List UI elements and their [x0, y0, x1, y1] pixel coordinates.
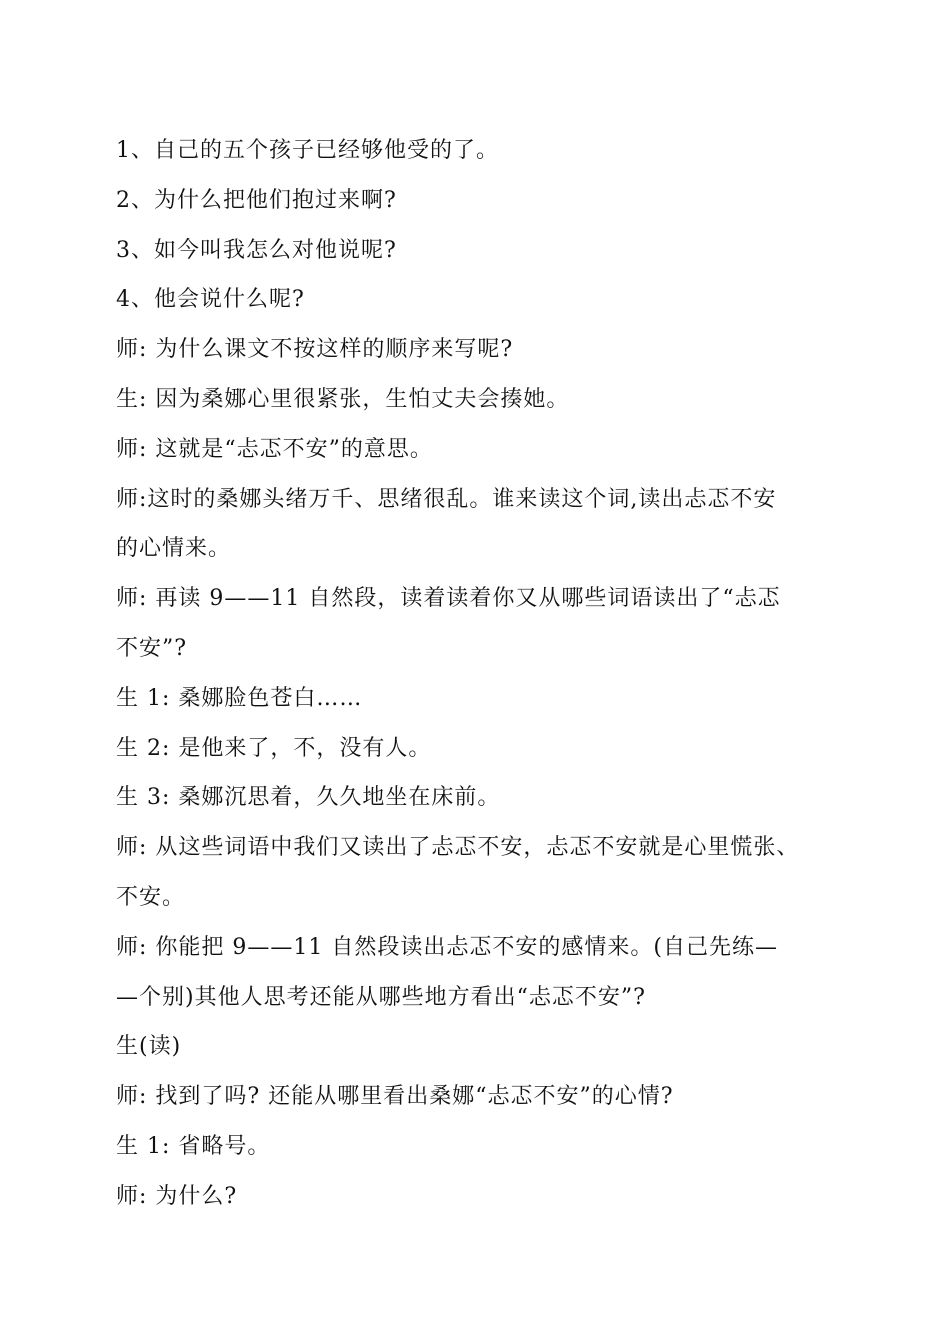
- text-line: 1、自己的五个孩子已经够他受的了。: [116, 138, 499, 163]
- text-line: 师: 找到了吗? 还能从哪里看出桑娜“忐忑不安”的心情?: [116, 1084, 674, 1110]
- document-body: [116, 126, 846, 1222]
- text-line: 师:这时的桑娜头绪万千、思绪很乱。谁来读这个词,读出忐忑不安: [116, 486, 777, 512]
- text-line: 师: 这就是“忐忑不安”的意思。: [116, 436, 433, 462]
- text-line: 生 2: 是他来了，不，没有人。: [116, 735, 432, 761]
- text-line: 3、如今叫我怎么对他说呢?: [116, 237, 397, 263]
- text-line: 4、他会说什么呢?: [116, 287, 305, 313]
- text-line: 师: 再读 9——11 自然段，读着读着你又从哪些词语读出了“忐忑: [116, 586, 781, 612]
- text-line: 生 1: 省略号。: [116, 1133, 271, 1159]
- text-line: 师: 为什么课文不按这样的顺序来写呢?: [116, 337, 514, 363]
- text-line: —个别)其他人思考还能从哪些地方看出“忐忑不安”?: [116, 984, 646, 1010]
- text-line: 生(读): [116, 1034, 182, 1060]
- text-line: 生 1: 桑娜脸色苍白……: [116, 685, 363, 711]
- text-line: 师: 你能把 9——11 自然段读出忐忑不安的感情来。(自己先练—: [116, 934, 778, 960]
- text-line: 的心情来。: [116, 536, 232, 562]
- text-line: 师: 从这些词语中我们又读出了忐忑不安，忐忑不安就是心里慌张、: [116, 835, 800, 861]
- text-line: 不安。: [116, 884, 186, 910]
- text-line: 生: 因为桑娜心里很紧张，生怕丈夫会揍她。: [116, 386, 570, 412]
- text-line: 2、为什么把他们抱过来啊?: [116, 187, 397, 213]
- text-line: 师: 为什么?: [116, 1183, 238, 1209]
- text-line: 生 3: 桑娜沉思着，久久地坐在床前。: [116, 785, 501, 811]
- text-line: 不安”?: [116, 635, 188, 661]
